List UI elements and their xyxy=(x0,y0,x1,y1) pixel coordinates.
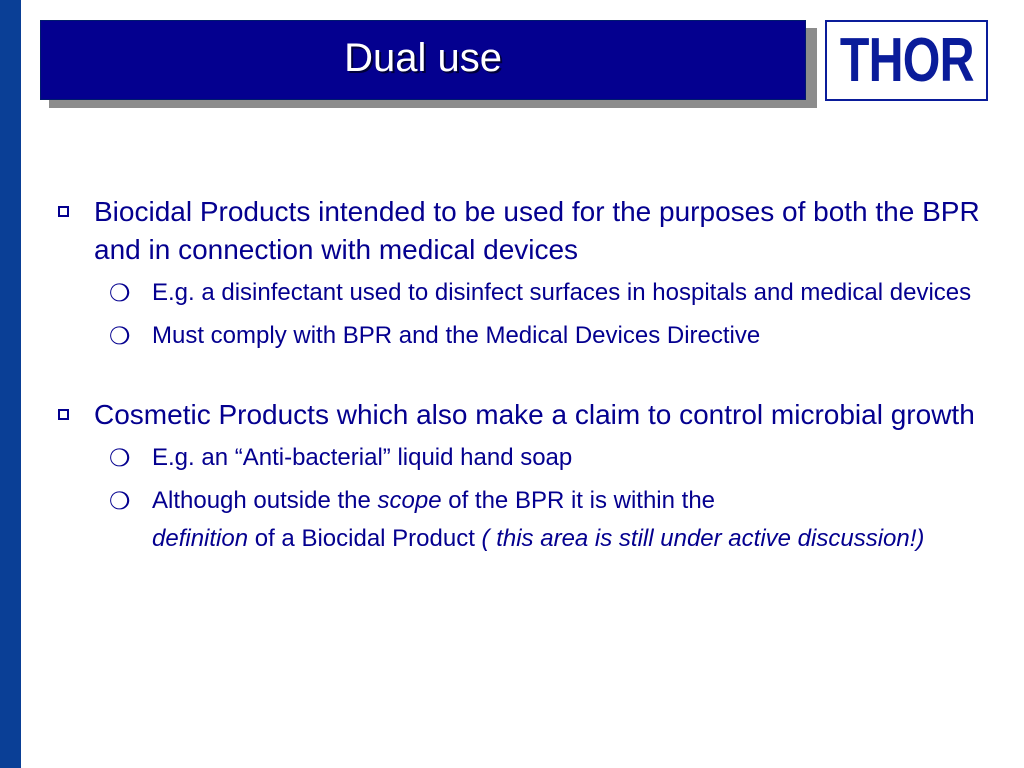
bullet-item xyxy=(55,396,1000,434)
slide-title: Dual use xyxy=(344,36,502,80)
logo-text: THOR xyxy=(839,25,974,95)
spacer xyxy=(55,355,1000,396)
sub-bullet-item xyxy=(55,439,1000,477)
square-bullet-icon xyxy=(58,409,69,420)
thor-logo xyxy=(825,20,988,101)
bullet-text: Cosmetic Products which also make a claim to control microbial growth xyxy=(94,399,975,430)
sub-bullet-item xyxy=(55,317,1000,355)
title-banner xyxy=(40,20,806,100)
emphasis-note: ( this area is still under active discussion!) xyxy=(481,525,925,552)
square-bullet-icon xyxy=(58,206,69,217)
sub-bullet-text-part: of a Biocidal Product xyxy=(248,525,482,552)
sub-bullet-text-part: of the BPR it is within the xyxy=(441,487,716,514)
sub-bullet-item xyxy=(55,482,1000,558)
sub-bullet-group xyxy=(55,274,1000,355)
sub-bullet-text: E.g. a disinfectant used to disinfect surfaces in hospitals and medical devices xyxy=(152,279,972,306)
left-accent-bar xyxy=(0,0,21,768)
circle-bullet-icon: ❍ xyxy=(109,279,131,307)
circle-bullet-icon: ❍ xyxy=(109,322,131,350)
emphasis-definition: definition xyxy=(152,525,249,552)
circle-bullet-icon: ❍ xyxy=(109,487,131,515)
sub-bullet-text: E.g. an “Anti-bacterial” liquid hand soap xyxy=(152,444,573,471)
slide-content xyxy=(55,193,1000,558)
sub-bullet-group xyxy=(55,439,1000,558)
emphasis-scope: scope xyxy=(377,487,442,514)
sub-bullet-text: Must comply with BPR and the Medical Devices Directive xyxy=(152,322,761,349)
circle-bullet-icon: ❍ xyxy=(109,444,131,472)
sub-bullet-text-part: Although outside the xyxy=(152,487,378,514)
bullet-item xyxy=(55,193,1000,269)
sub-bullet-item xyxy=(55,274,1000,312)
bullet-text: Biocidal Products intended to be used for the purposes of both the BPR and in connection with medical devices xyxy=(94,196,980,265)
